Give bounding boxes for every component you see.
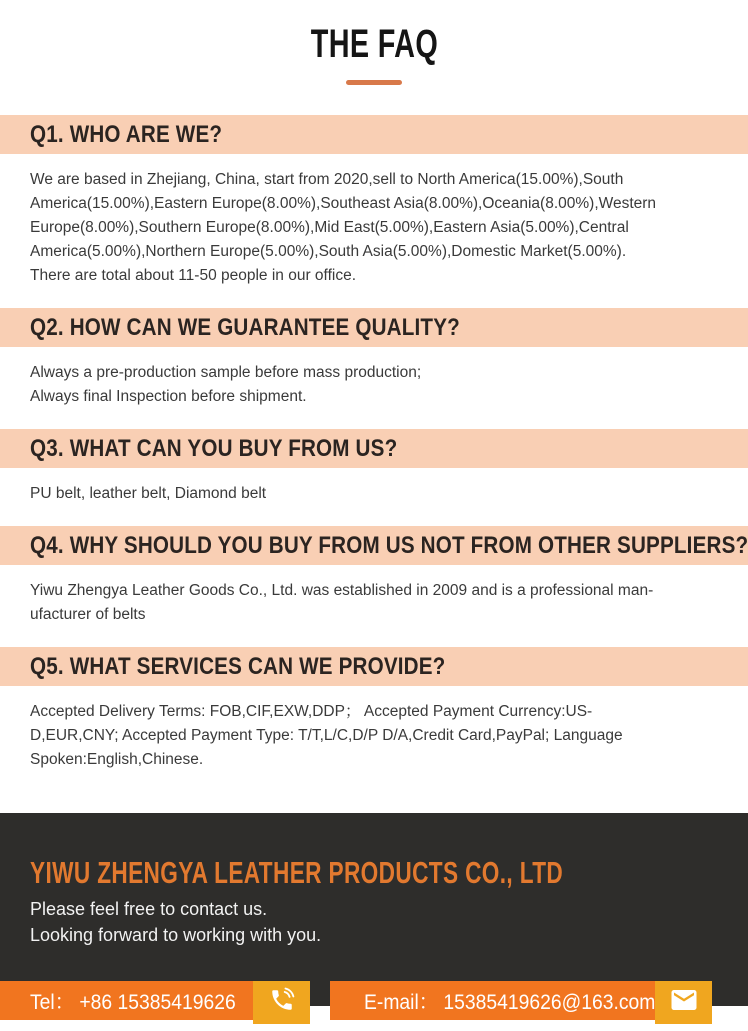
answer-text xyxy=(0,468,748,526)
question-banner xyxy=(0,647,748,686)
question-banner xyxy=(0,526,748,565)
answer-line: Always a pre-production sample before mass production; xyxy=(30,364,422,381)
email-bar xyxy=(330,981,655,1020)
answer-text xyxy=(0,565,748,647)
question-title: Q4. WHY SHOULD YOU BUY FROM US NOT FROM OTHER SUPPLIERS? xyxy=(30,531,748,559)
faq-list xyxy=(0,115,748,792)
faq-item-q3 xyxy=(0,429,748,526)
question-title: Q1. WHO ARE WE? xyxy=(30,120,223,148)
faq-item-q5 xyxy=(0,647,748,792)
answer-line: We are based in Zhejiang, China, start from 2020,sell to North America(15.00%),South xyxy=(30,171,624,188)
envelope-icon-square xyxy=(655,981,712,1024)
question-banner xyxy=(0,429,748,468)
faq-item-q1 xyxy=(0,115,748,308)
answer-line: Europe(8.00%),Southern Europe(8.00%),Mid East(5.00%),Eastern Asia(5.00%),Central xyxy=(30,219,629,236)
footer xyxy=(0,813,748,1014)
answer-line: ufacturer of belts xyxy=(30,606,146,623)
email-text: E-mail： 15385419626@163.com xyxy=(364,990,656,1014)
answer-line: D,EUR,CNY; Accepted Payment Type: T/T,L/C,D/P D/A,Credit Card,PayPal; Language xyxy=(30,727,623,744)
page-title: THE FAQ xyxy=(310,22,438,66)
footer-contact-line: Please feel free to contact us. xyxy=(30,899,268,919)
answer-line: Spoken:English,Chinese. xyxy=(30,751,204,768)
phone-icon-square xyxy=(253,981,310,1024)
answer-text xyxy=(0,347,748,429)
page-header xyxy=(0,0,748,85)
faq-item-q2 xyxy=(0,308,748,429)
footer-contact-line: Looking forward to working with you. xyxy=(30,925,322,945)
answer-line: PU belt, leather belt, Diamond belt xyxy=(30,485,267,502)
question-title: Q5. WHAT SERVICES CAN WE PROVIDE? xyxy=(30,652,446,680)
answer-line: Yiwu Zhengya Leather Goods Co., Ltd. was established in 2009 and is a professional man- xyxy=(30,582,654,599)
question-banner xyxy=(0,115,748,154)
tel-text: Tel： +86 15385419626 xyxy=(30,990,236,1014)
title-underline xyxy=(346,80,402,85)
company-name: YIWU ZHENGYA LEATHER PRODUCTS CO., LTD xyxy=(30,855,564,890)
answer-line: America(15.00%),Eastern Europe(8.00%),Southeast Asia(8.00%),Oceania(8.00%),Western xyxy=(30,195,657,212)
tel-bar xyxy=(0,981,253,1020)
envelope-icon xyxy=(669,985,699,1020)
answer-text xyxy=(0,686,748,792)
phone-icon xyxy=(269,987,295,1018)
question-title: Q2. HOW CAN WE GUARANTEE QUALITY? xyxy=(30,313,460,341)
answer-text xyxy=(0,154,748,308)
answer-line: There are total about 11-50 people in our office. xyxy=(30,267,357,284)
answer-line: Always final Inspection before shipment. xyxy=(30,388,307,405)
answer-line: America(5.00%),Northern Europe(5.00%),South Asia(5.00%),Domestic Market(5.00%). xyxy=(30,243,627,260)
question-title: Q3. WHAT CAN YOU BUY FROM US? xyxy=(30,434,398,462)
answer-line: Accepted Delivery Terms: FOB,CIF,EXW,DDP； Accepted Payment Currency:US- xyxy=(30,703,593,720)
contact-bar xyxy=(0,981,748,1024)
faq-item-q4 xyxy=(0,526,748,647)
question-banner xyxy=(0,308,748,347)
